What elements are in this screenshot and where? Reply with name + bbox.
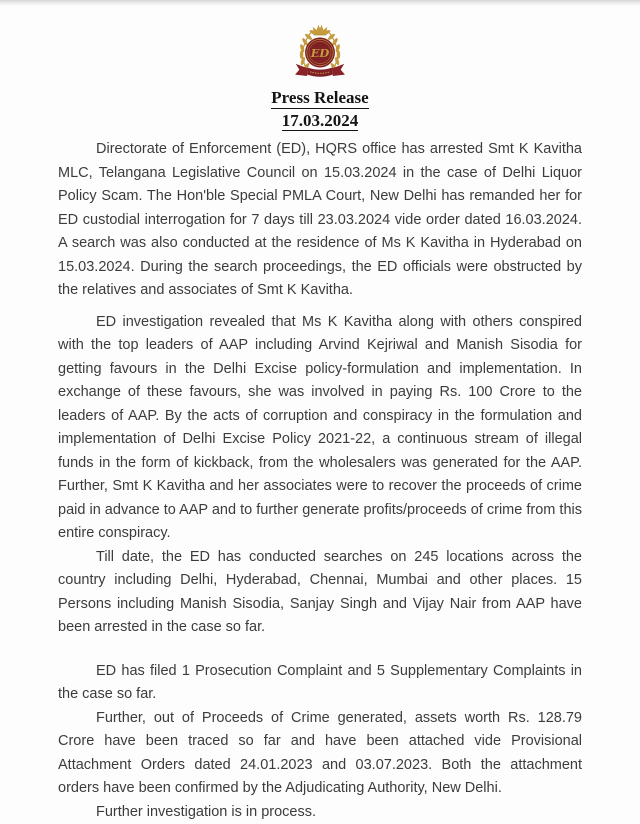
paragraph-closing: Further investigation is in process.: [58, 801, 582, 824]
paragraph-investigation: ED investigation revealed that Ms K Kavitha along with others conspired with the top leaders of AAP including Arvind Kejriwal and Manish Sisodia for getting favours in the Delhi Excise policy-formulation and implementation. In exchange of these favours, she was involved in paying Rs. 100 Crore to the leaders of AAP. By the acts of corruption and conspiracy in the formulation and implementation of Delhi Excise Policy 2021-22, a continuous stream of illegal funds in the form of kickback, from the wholesalers was generated for the AAP. Further, Smt K Kavitha and her associates were to recover the proceeds of crime paid in advance to AAP and to further generate profits/proceeds of crime from this entire conspiracy.: [58, 311, 582, 546]
release-date: 17.03.2024: [58, 111, 582, 132]
paragraph-searches: Till date, the ED has conducted searches on 245 locations across the country including Delhi, Hyderabad, Chennai, Mumbai and other places. 15 Persons including Manish Sisodia, Sanjay Singh and Vijay Nair from AAP have been arrested in the case so far.: [58, 546, 582, 640]
press-release-page: [0, 6, 640, 824]
page-title: Press Release: [58, 88, 582, 109]
emblem-monogram: ED: [310, 46, 330, 60]
paragraph-attachments: Further, out of Proceeds of Crime generated, assets worth Rs. 128.79 Crore have been traced so far and have been attached vide Provisional Attachment Orders dated 24.01.2023 and 03.07.2023. Both the attachment orders have been confirmed by the Adjudicating Authority, New Delhi.: [58, 707, 582, 801]
paragraph-arrest: Directorate of Enforcement (ED), HQRS office has arrested Smt K Kavitha MLC, Telangana Legislative Council on 15.03.2024 in the case of Delhi Liquor Policy Scam. The Hon'ble Special PMLA Court, New Delhi has remanded her for ED custodial interrogation for 7 days till 23.03.2024 vide order dated 16.03.2024. A search was also conducted at the residence of Ms K Kavitha in Hyderabad on 15.03.2024. During the search proceedings, the ED officials were obstructed by the relatives and associates of Smt K Kavitha.: [58, 138, 582, 303]
press-release-body: [58, 138, 582, 824]
paragraph-complaints: ED has filed 1 Prosecution Complaint and 5 Supplementary Complaints in the case so far.: [58, 660, 582, 707]
press-release-header: [58, 6, 582, 131]
ed-emblem-icon: [284, 24, 356, 81]
